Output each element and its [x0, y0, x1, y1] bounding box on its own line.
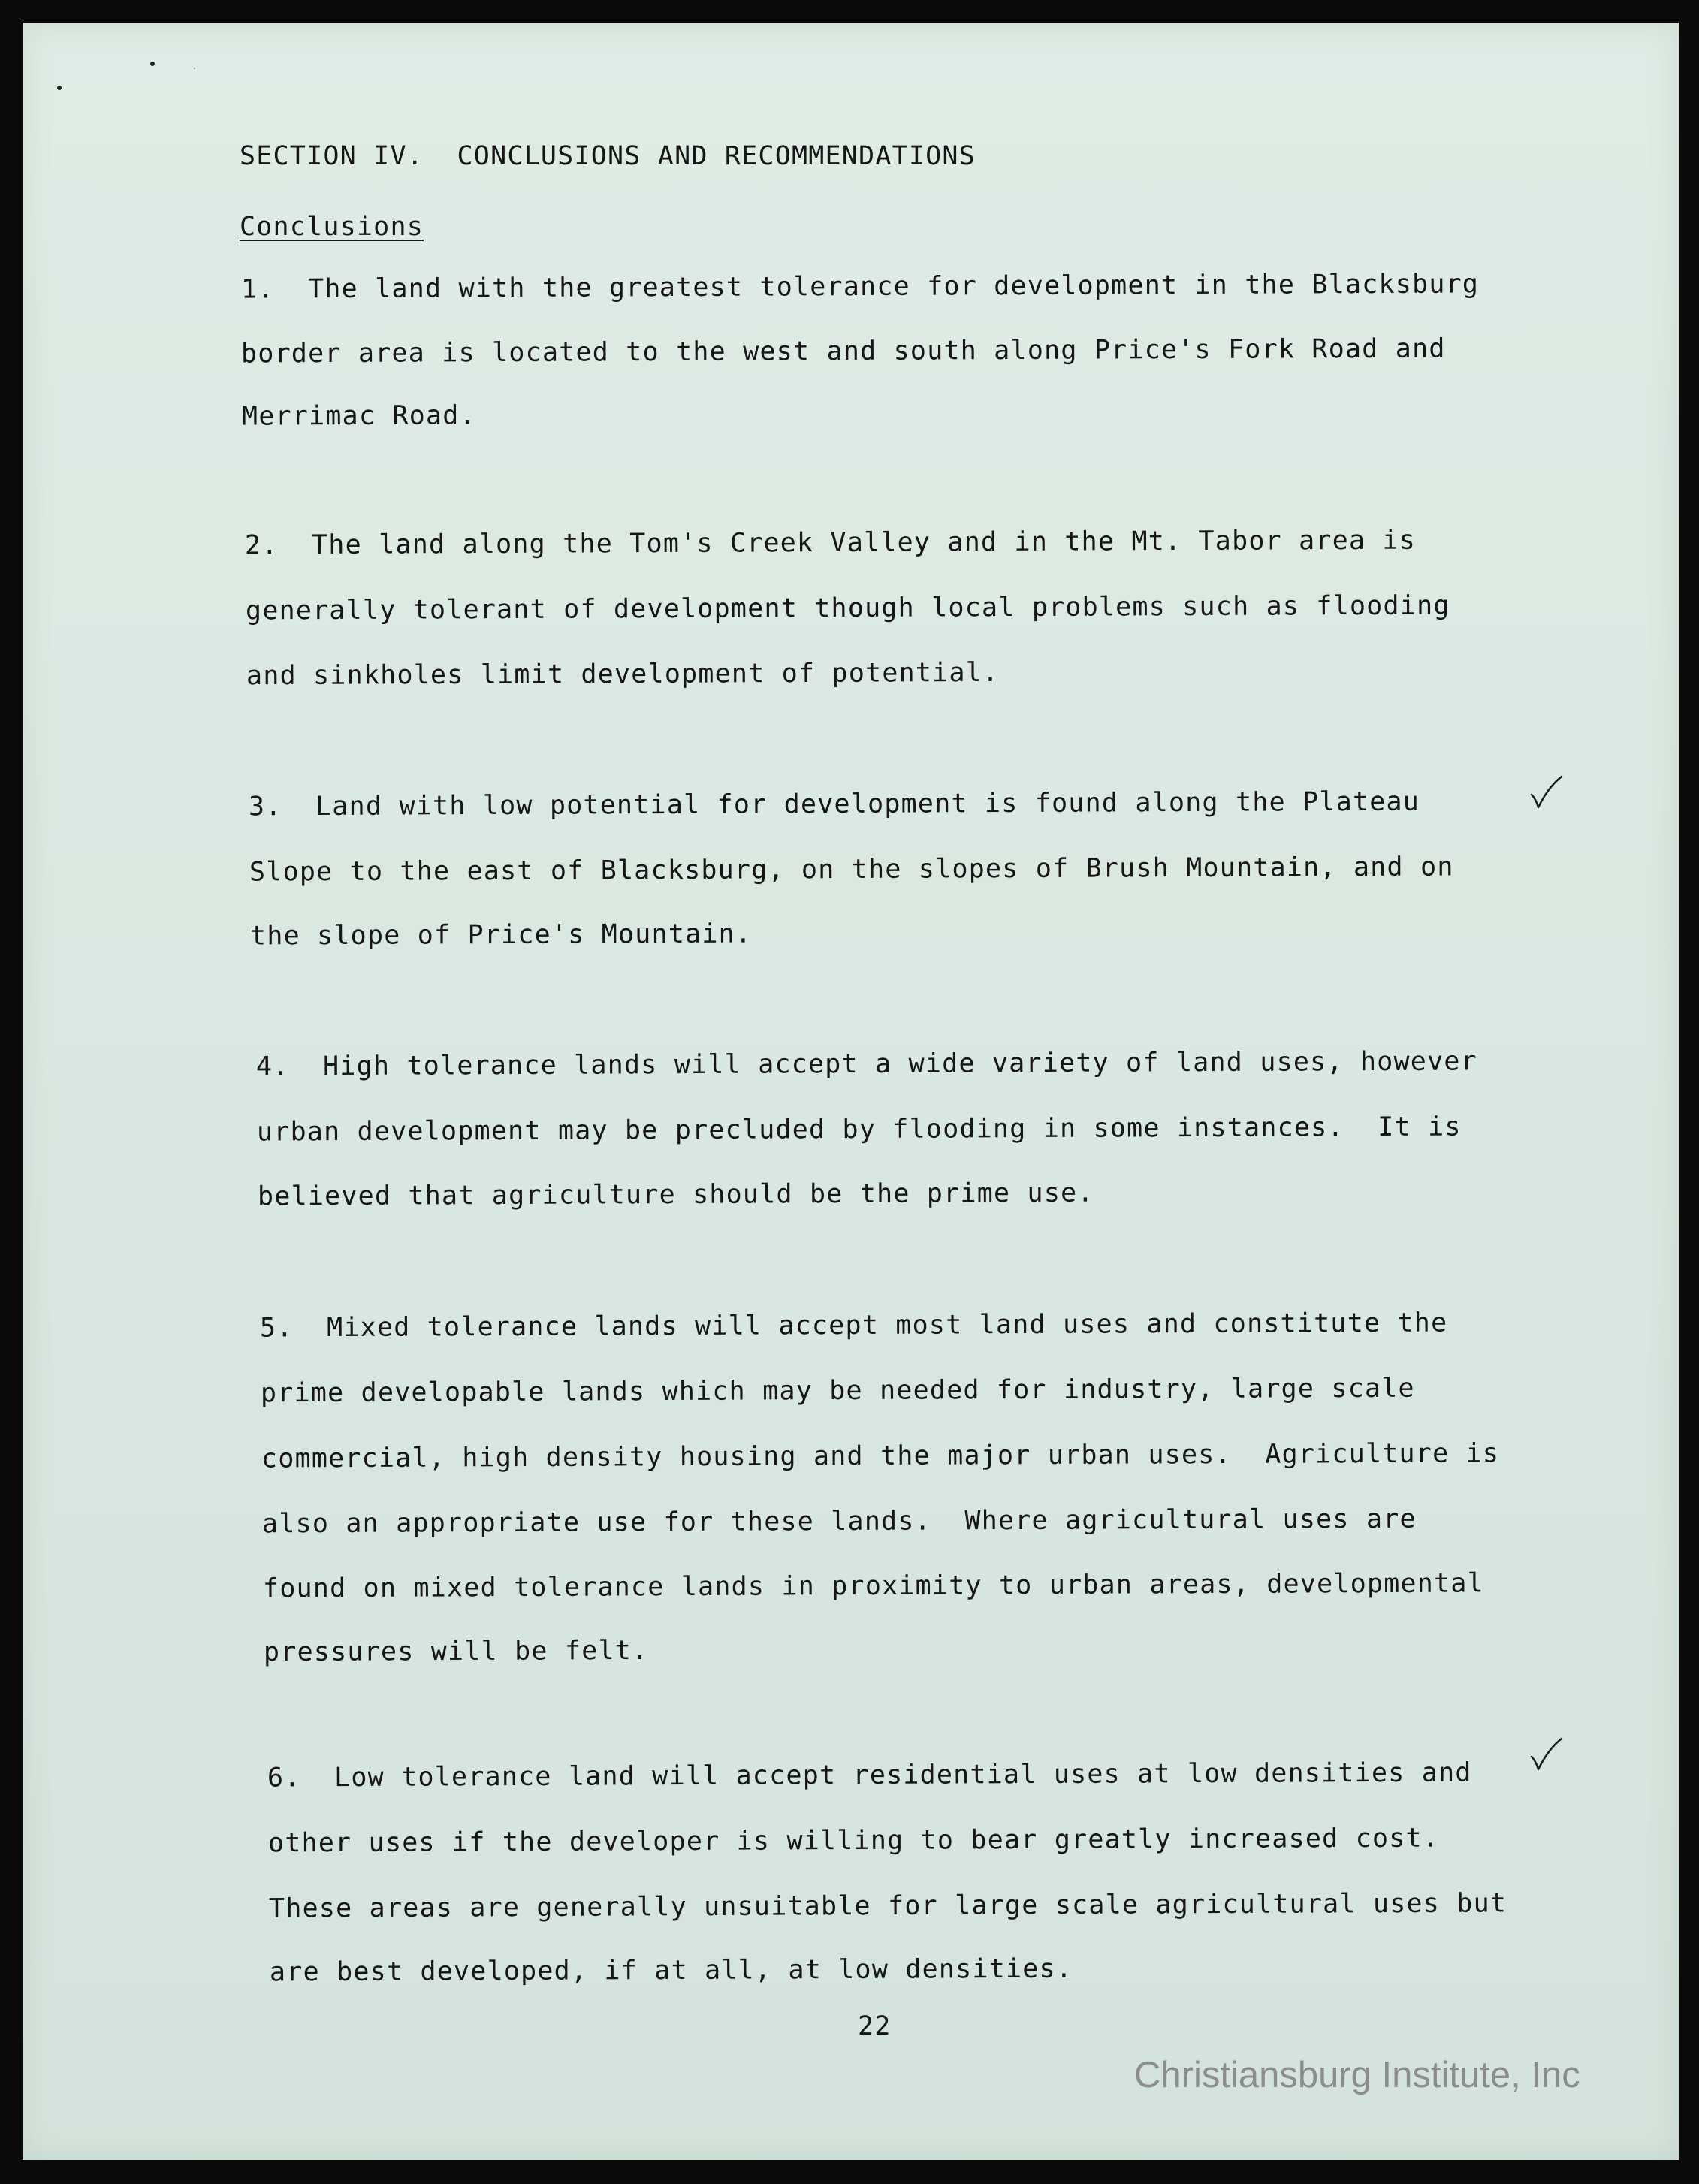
- item-line: are best developed, if at all, at low densities.: [269, 1953, 1073, 1988]
- item-line: pressures will be felt.: [263, 1635, 649, 1668]
- item-line: 5. Mixed tolerance lands will accept most land uses and constitute the: [259, 1308, 1448, 1344]
- item-line: and sinkholes limit development of potential.: [246, 657, 1000, 692]
- item-line: 4. High tolerance lands will accept a wide variety of land uses, however: [255, 1046, 1477, 1082]
- speck: [57, 86, 62, 90]
- item-line: prime developable lands which may be needed for industry, large scale: [260, 1373, 1415, 1409]
- watermark: Christiansburg Institute, Inc: [1134, 2055, 1580, 2095]
- subheading-conclusions: Conclusions: [240, 212, 424, 242]
- item-line: urban development may be precluded by flooding in some instances. It is: [256, 1112, 1462, 1148]
- typed-page: [23, 23, 1679, 2160]
- item-line: also an appropriate use for these lands. Where agricultural uses are: [261, 1504, 1417, 1540]
- item-line: 6. Low tolerance land will accept residential uses at low densities and: [267, 1757, 1472, 1793]
- checkmark-icon: [1527, 774, 1565, 811]
- section-heading: SECTION IV. CONCLUSIONS AND RECOMMENDATIONS: [240, 141, 976, 171]
- item-line: border area is located to the west and south along Price's Fork Road and: [240, 333, 1446, 370]
- speck: [150, 62, 155, 66]
- speck: [194, 68, 195, 69]
- item-line: found on mixed tolerance lands in proximity to urban areas, developmental: [262, 1568, 1484, 1604]
- item-line: commercial, high density housing and the major urban uses. Agriculture is: [261, 1438, 1500, 1474]
- item-line: 2. The land along the Tom's Creek Valley and in the Mt. Tabor area is: [244, 525, 1417, 561]
- item-line: believed that agriculture should be the prime use.: [257, 1178, 1094, 1212]
- item-line: other uses if the developer is willing to bear greatly increased cost.: [267, 1823, 1440, 1859]
- item-line: generally tolerant of development though local problems such as flooding: [245, 590, 1450, 626]
- item-line: 3. Land with low potential for development is found along the Plateau: [248, 786, 1420, 822]
- item-line: 1. The land with the greatest tolerance for development in the Blacksburg: [240, 269, 1480, 305]
- checkmark-icon: [1527, 1736, 1565, 1773]
- item-line: These areas are generally unsuitable for large scale agricultural uses but: [268, 1888, 1507, 1924]
- item-line: the slope of Price's Mountain.: [249, 919, 753, 952]
- item-line: Merrimac Road.: [241, 400, 476, 432]
- page-number: 22: [858, 2011, 892, 2041]
- item-line: Slope to the east of Blacksburg, on the slopes of Brush Mountain, and on: [249, 852, 1454, 888]
